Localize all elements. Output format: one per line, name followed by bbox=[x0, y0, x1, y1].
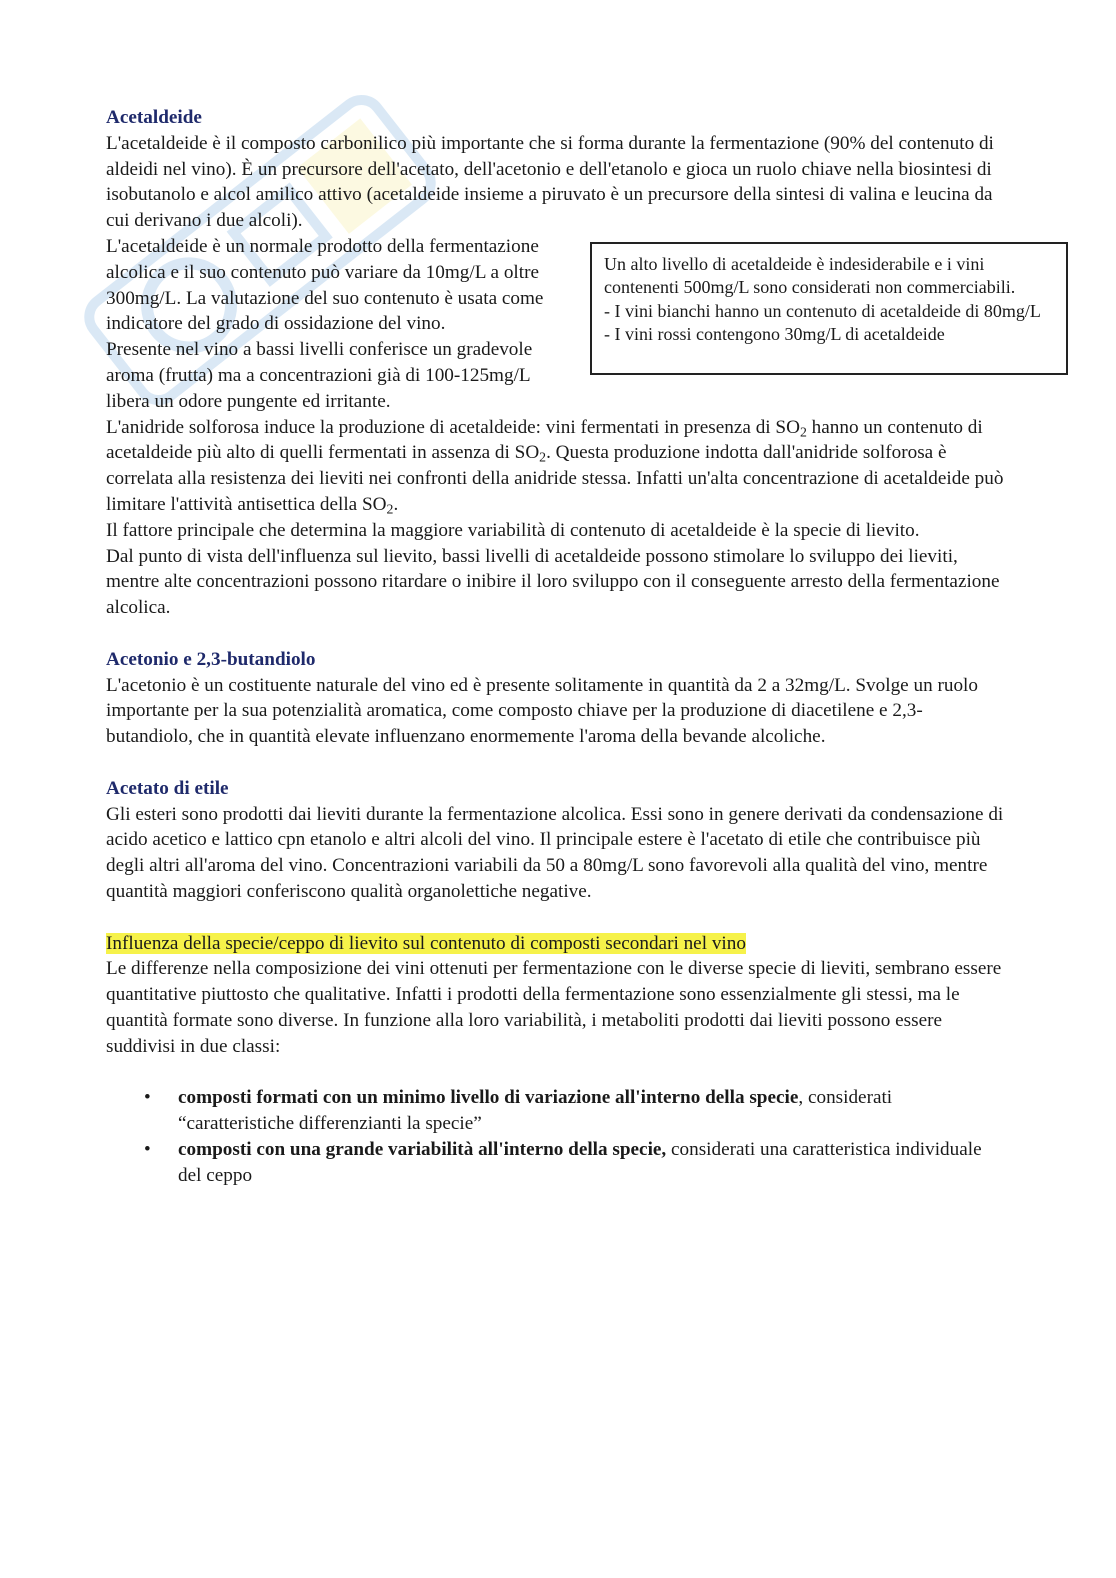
bullet-icon: • bbox=[144, 1138, 151, 1160]
paragraph-influenza: Le differenze nella composizione dei vini ottenuti per fermentazione con le diverse specie di lieviti, sembrano essere quantitative piuttosto che qualitative. Infatti i prodotti della fermentazione sono essenzialmente gli stessi, ma le quantità formate sono diverse. In funzione alla loro variabilità, i metaboliti prodotti dai lieviti possono essere suddivisi in due classi: bbox=[106, 958, 1002, 1057]
paragraph-acetaldeide-intro: L'acetaldeide è il composto carbonilico più importante che si forma durante la fermentazione (90% del contenuto di aldeidi nel vino). È un precursore dell'acetato, dell'acetonio e dell'etanolo e gioca un ruolo chiave nella biosintesi di isobutanolo e alcol amilico attivo (acetaldeide insieme a piruvato è un precursore della sintesi di valina e leucina da cui derivano i due alcoli). bbox=[106, 132, 994, 232]
bullet-icon: • bbox=[144, 1087, 151, 1109]
bullet-list bbox=[106, 1085, 1006, 1188]
section-acetonio bbox=[106, 647, 1006, 750]
list-item: • composti formati con un minimo livello di variazione all'interno della specie, considerati “caratteristiche differenzianti la specie” bbox=[144, 1087, 893, 1135]
paragraph-acetaldeide-aroma: Presente nel vino a bassi livelli conferisce un gradevole aroma (frutta) ma a concentrazioni già di 100-125mg/L libera un odore pungente ed irritante. bbox=[106, 339, 533, 412]
info-box-line: Un alto livello di acetaldeide è indesiderabile e i vini contenenti 500mg/L sono considerati non commerciabili. bbox=[604, 253, 1016, 298]
heading-acetonio: Acetonio e 2,3-butandiolo bbox=[106, 648, 316, 670]
heading-acetaldeide: Acetaldeide bbox=[106, 107, 202, 128]
info-box bbox=[590, 242, 1068, 375]
paragraph-acetaldeide-fattore: Il fattore principale che determina la maggiore variabilità di contenuto di acetaldeide è la specie di lievito. bbox=[106, 519, 920, 541]
section-influenza bbox=[106, 931, 1006, 1189]
paragraph-acetonio: L'acetonio è un costituente naturale del vino ed è presente solitamente in quantità da 2 a 32mg/L. Svolge un ruolo importante per la sua potenzialità aromatica, come composto chiave per la produzione di diacetilene e 2,3-butandiolo, che in quantità elevate influenzano enormemente l'aroma della bevande alcoliche. bbox=[106, 674, 978, 748]
heading-acetato: Acetato di etile bbox=[106, 777, 229, 799]
document-page bbox=[106, 105, 1041, 1214]
info-box-line: - I vini rossi contengono 30mg/L di acetaldeide bbox=[604, 324, 945, 345]
highlighted-heading: Influenza della specie/ceppo di lievito sul contenuto di composti secondari nel vino bbox=[106, 932, 746, 954]
section-acetato bbox=[106, 776, 1006, 905]
section-acetaldeide bbox=[106, 105, 1041, 621]
info-box-line: - I vini bianchi hanno un contenuto di acetaldeide di 80mg/L bbox=[604, 300, 1041, 321]
list-item: • composti con una grande variabilità all'interno della specie, considerati una caratteristica individuale del ceppo bbox=[144, 1138, 982, 1186]
paragraph-acetato: Gli esteri sono prodotti dai lieviti durante la fermentazione alcolica. Essi sono in genere derivati da condensazione di acido acetico e lattico cpn etanolo e altri alcoli del vino. Il principale estere è l'acetato di etile che contribuisce più degli altri all'aroma del vino. Concentrazioni variabili da 50 a 80mg/L sono favorevoli alla qualità del vino, mentre quantità maggiori conferiscono qualità organolettiche negative. bbox=[106, 803, 1004, 902]
paragraph-acetaldeide-lievito: Dal punto di vista dell'influenza sul lievito, bassi livelli di acetaldeide possono stimolare lo sviluppo dei lieviti, mentre alte concentrazioni possono ritardare o inibire il loro sviluppo con il conseguente arresto della fermentazione alcolica. bbox=[106, 545, 1000, 619]
paragraph-acetaldeide-solforosa: L'anidride solforosa induce la produzione di acetaldeide: vini fermentati in presenza di $SO_2$ hanno un contenuto di acetaldeide più alto di quelli fermentati in assenza di $SO_2$. Questa produzione indotta dall'anidride solforosa è correlata alla resistenza dei lieviti nei confronti della anidride stessa. Infatti un'alta concentrazione di acetaldeide può limitare l'attività antisettica della $SO_2$. bbox=[106, 416, 1004, 517]
paragraph-acetaldeide-normale: L'acetaldeide è un normale prodotto della fermentazione alcolica e il suo contenuto può variare da 10mg/L a oltre 300mg/L. La valutazione del suo contenuto è usata come indicatore del grado di ossidazione del vino. bbox=[106, 235, 544, 335]
heading-influenza bbox=[106, 931, 1006, 957]
